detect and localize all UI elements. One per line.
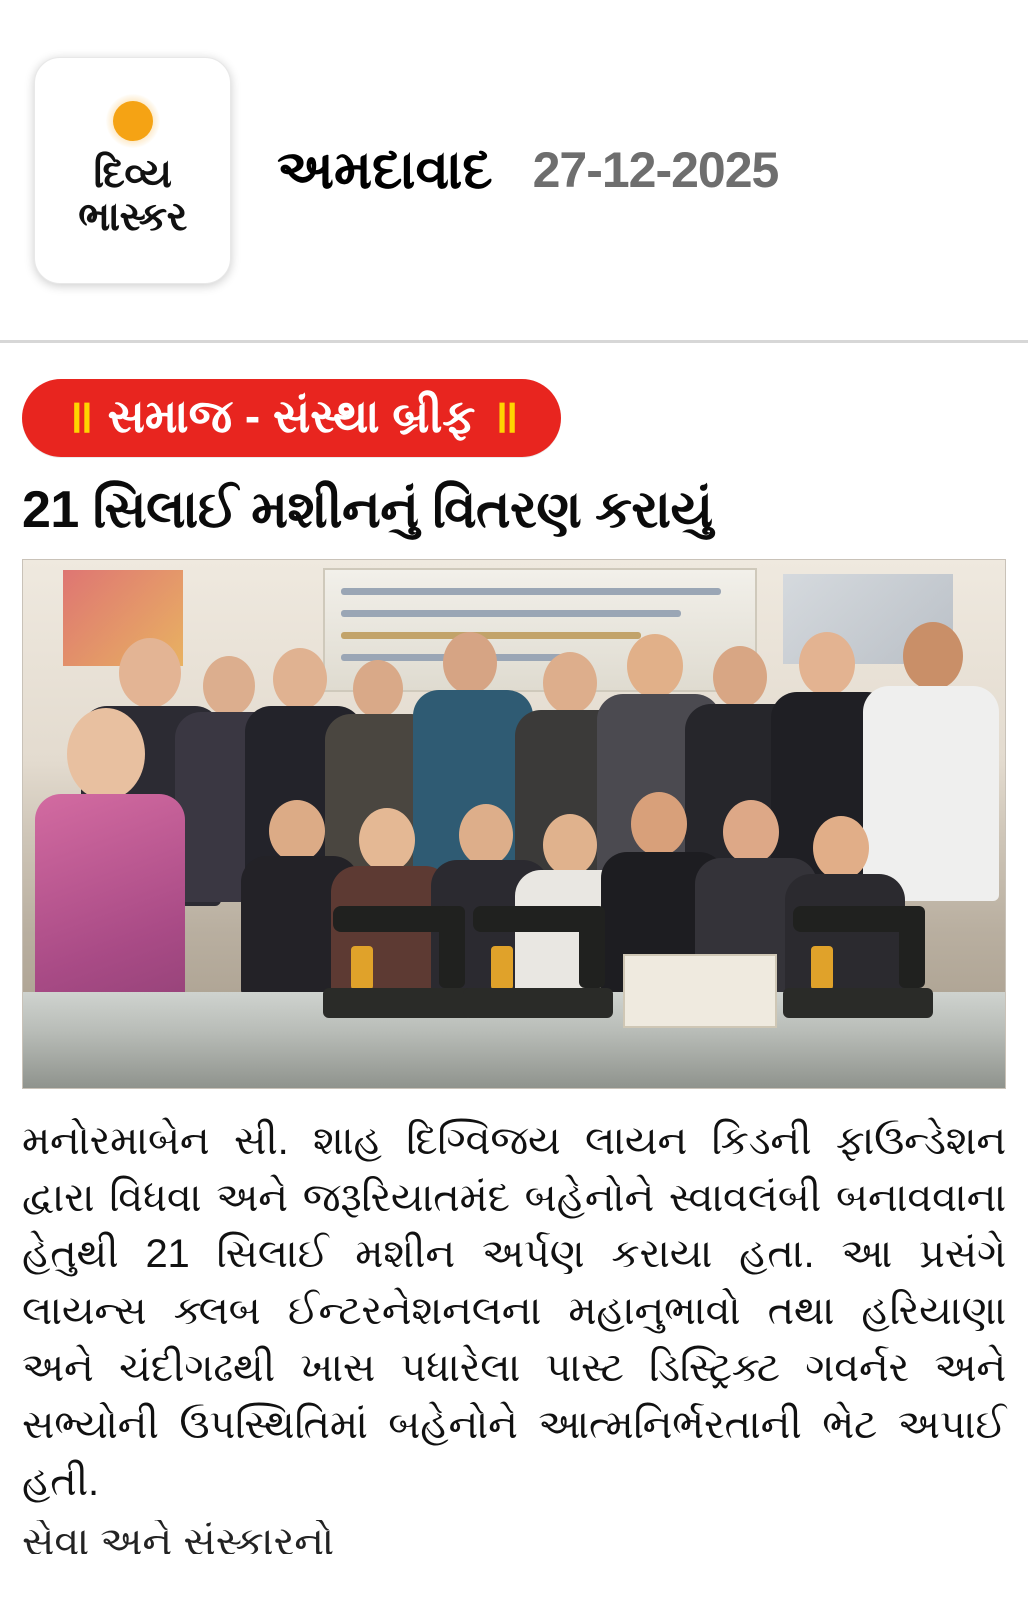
photo-person xyxy=(67,708,145,800)
photo-person xyxy=(269,800,325,862)
article-caption: મનોરમાબેન સી. શાહ દિગ્વિજય લાયન કિડની ફાઉન્ડેશન દ્વારા વિધવા અને જરૂરિયાતમંદ બહેનોને સ્વાવલંબી બનાવવાના હેતુથી 21 સિલાઈ મશીન અર્પણ કરાયા હતા. આ પ્રસંગે લાયન્સ ક્લબ ઈન્ટરનેશનલના મહાનુભાવો તથા હરિયાણા અને ચંદીગઢથી ખાસ પધારેલા પાસ્ટ ડિસ્ટ્રિક્ટ ગવર્નર અને સભ્યોની ઉપસ્થિતિમાં બહેનોને આત્મનિર્ભરતાની ભેટ અપાઈ હતી. xyxy=(22,1118,1006,1504)
photo-person xyxy=(713,646,767,708)
photo-person xyxy=(203,656,255,716)
edition-city: અમદાવાદ xyxy=(277,139,493,200)
photo-person xyxy=(543,814,597,876)
photo-person xyxy=(813,816,869,880)
photo-person xyxy=(543,652,597,714)
article-headline: 21 સિલાઈ મશીનનું વિતરણ કરાયું xyxy=(22,481,713,539)
photo-person xyxy=(359,808,415,872)
photo-person xyxy=(119,638,181,708)
photo-person xyxy=(723,800,779,864)
photo-sewing-machine xyxy=(783,898,933,1018)
kicker-right-bars: ॥ xyxy=(491,390,517,442)
photo-person xyxy=(443,632,497,694)
photo-sewing-machine xyxy=(323,898,473,1018)
photo-person xyxy=(273,648,327,710)
photo-carton xyxy=(623,954,777,1028)
logo-line-1: દિવ્ય xyxy=(93,151,172,196)
photo-person xyxy=(459,804,513,866)
next-article-headline-partial: સેવા અને સંસ્કારનો xyxy=(22,1520,335,1555)
photo-person xyxy=(863,686,999,901)
photo-person xyxy=(353,660,403,718)
kicker-label: સમાજ - સંસ્થા બ્રીફ xyxy=(107,390,476,442)
article xyxy=(0,343,1028,1554)
logo-line-2: ભાસ્કર xyxy=(78,195,187,239)
edition-date: 27-12-2025 xyxy=(532,142,779,198)
photo-sewing-machine xyxy=(463,898,613,1018)
publication-logo xyxy=(34,57,231,284)
photo-person xyxy=(799,632,855,696)
kicker-row xyxy=(22,379,1006,457)
masthead xyxy=(0,0,1028,340)
photo-person xyxy=(903,622,963,690)
kicker-left-bars: ॥ xyxy=(66,390,92,442)
article-photo xyxy=(22,559,1006,1089)
section-kicker-badge xyxy=(22,379,561,457)
photo-person xyxy=(627,634,683,698)
sun-icon xyxy=(113,101,153,141)
photo-person xyxy=(631,792,687,856)
